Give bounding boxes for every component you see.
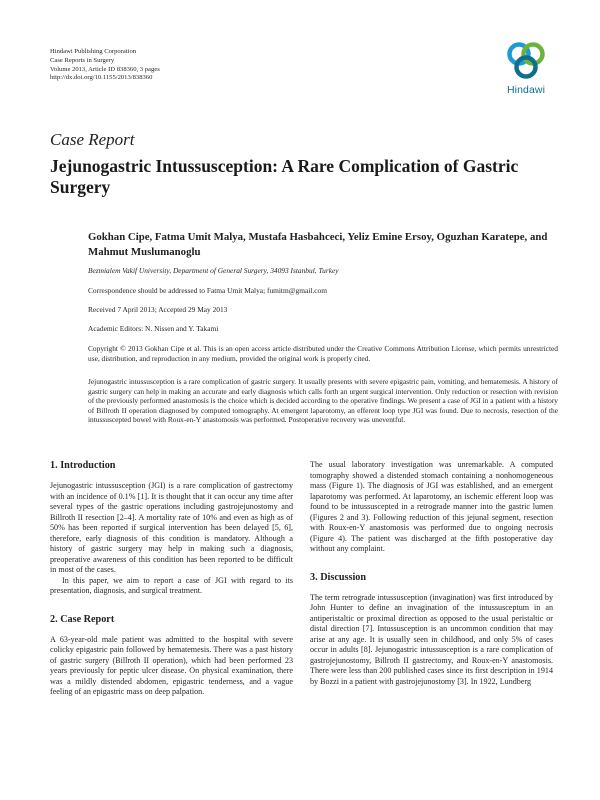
discussion-heading: 3. Discussion [310, 571, 367, 583]
correspondence: Correspondence should be addressed to Fatma Umit Malya; fumitm@gmail.com [88, 286, 327, 295]
affiliation: Bezmialem Vakif University, Department of General Surgery, 34093 Istanbul, Turkey [88, 266, 339, 275]
copyright-notice: Copyright © 2013 Gokhan Cipe et al. This is an open access article distributed under the Creative Commons Attribution License, which permits unrestricted use, distribution, and reproduction in any medium, provided the original work is properly cited. [88, 344, 558, 363]
author-list: Gokhan Cipe, Fatma Umit Malya, Mustafa Hasbahceci, Yeliz Emine Ersoy, Oguzhan Karatepe, and Mahmut Muslumanoglu [88, 231, 548, 258]
publisher-name: Hindawi Publishing Corporation [50, 48, 137, 55]
journal-name: Case Reports in Surgery [50, 56, 115, 64]
volume-info: Volume 2013, Article ID 838360, 3 pages [50, 65, 160, 73]
abstract: Jejunogastric intussusception is a rare complication of gastric surgery. It usually presents with severe epigastric pain, vomiting, and hematemesis. A history of gastric surgery can help in making an accurate and early diagnosis which calls forth an urgent surgical intervention. Only reduction or resection with revision of the previously performed anastomosis is the choice which is decided according to the operative findings. We present a case of JGI in a patient with a history of Billroth II operation diagnosed by computed tomography. At emergent laparotomy, an efferent loop type JGI was found. Due to necrosis, resection of the intussuscepted bowel with Roux-en-Y anastomosis was performed. Postoperative recovery was uneventful. [88, 377, 558, 425]
left-column [50, 460, 293, 698]
introduction-paragraph-1: Jejunogastric intussusception (JGI) is a rare complication of gastrectomy with an incidence of 0.1% [1]. It is thought that it can occur any time after several types of the gastric operations including gastrojejunostomy and Billroth II resection [2–4]. A mortality rate of 10% and even as high as of 50% has been reported if surgical intervention has been delayed [5, 6], therefore, early diagnosis of this condition is mandatory. Although a history of gastric surgery may help in making such a diagnosis, preoperative awareness of this condition has been reported to be difficult in most of the cases. [50, 481, 293, 574]
introduction-heading: 1. Introduction [50, 460, 116, 471]
hindawi-logo-text: Hindawi [506, 84, 546, 96]
article-category: Case Report [50, 130, 135, 149]
doi-link[interactable]: http://dx.doi.org/10.1155/2013/838360 [50, 74, 153, 82]
case-report-paragraph-2: The usual laboratory investigation was unremarkable. A computed tomography showed a distended stomach containing a nonhomogeneous mass (Figure 1). The diagnosis of JGI was established, and an emergent laparotomy was performed. At laparotomy, an ischemic efferent loop was found to be intussuscepted in a retrograde manner into the gastric lumen (Figures 2 and 3). Following reduction of this jejunal segment, resection with Roux-en-Y anastomosis was performed due to ongoing necrosis (Figure 4). The patient was discharged at the fifth postoperative day without any complaint. [310, 460, 553, 553]
hindawi-logo [498, 40, 554, 108]
case-report-paragraph-1: A 63-year-old male patient was admitted to the hospital with severe colicky epigastric pain followed by hematemesis. There was a past history of gastric surgery (Billroth II operation), which had been performed 23 years previously for peptic ulcer disease. On physical examination, there was a mildly distended abdomen, epigastric tenderness, and a vague feeling of an epigastric mass on deep palpation. [50, 634, 293, 696]
journal-header [50, 48, 160, 83]
hindawi-logo-icon [504, 40, 548, 82]
academic-editors: Academic Editors: N. Nissen and Y. Takami [88, 324, 219, 333]
received-dates: Received 7 April 2013; Accepted 29 May 2013 [88, 305, 228, 314]
right-column [310, 460, 553, 687]
case-report-heading: 2. Case Report [50, 613, 115, 625]
article-title: Jejunogastric Intussusception: A Rare Complication of Gastric Surgery [50, 156, 519, 197]
discussion-paragraph-1: The term retrograde intussusception (invagination) was first introduced by John Hunter to define an invagination of the intussusceptum in an antiperistaltic or proximal direction as opposed to the usual peristaltic or distal direction [7]. Intussusception is an uncommon condition that may arise at any age. It is usually seen in childhood, and only 5% of cases occur in adults [8]. Jejunogastric intussusception is a rare complication of gastrojejunostomy, Billroth II gastrectomy, and Roux-en-Y anastomosis. There were less than 200 published cases since its first description in 1914 by Bozzi in a patient with gastrojejunostomy [3]. In 1922, Lundberg [310, 592, 553, 686]
introduction-paragraph-2: In this paper, we aim to report a case of JGI with regard to its presentation, diagnosis, and surgical treatment. [50, 575, 293, 595]
